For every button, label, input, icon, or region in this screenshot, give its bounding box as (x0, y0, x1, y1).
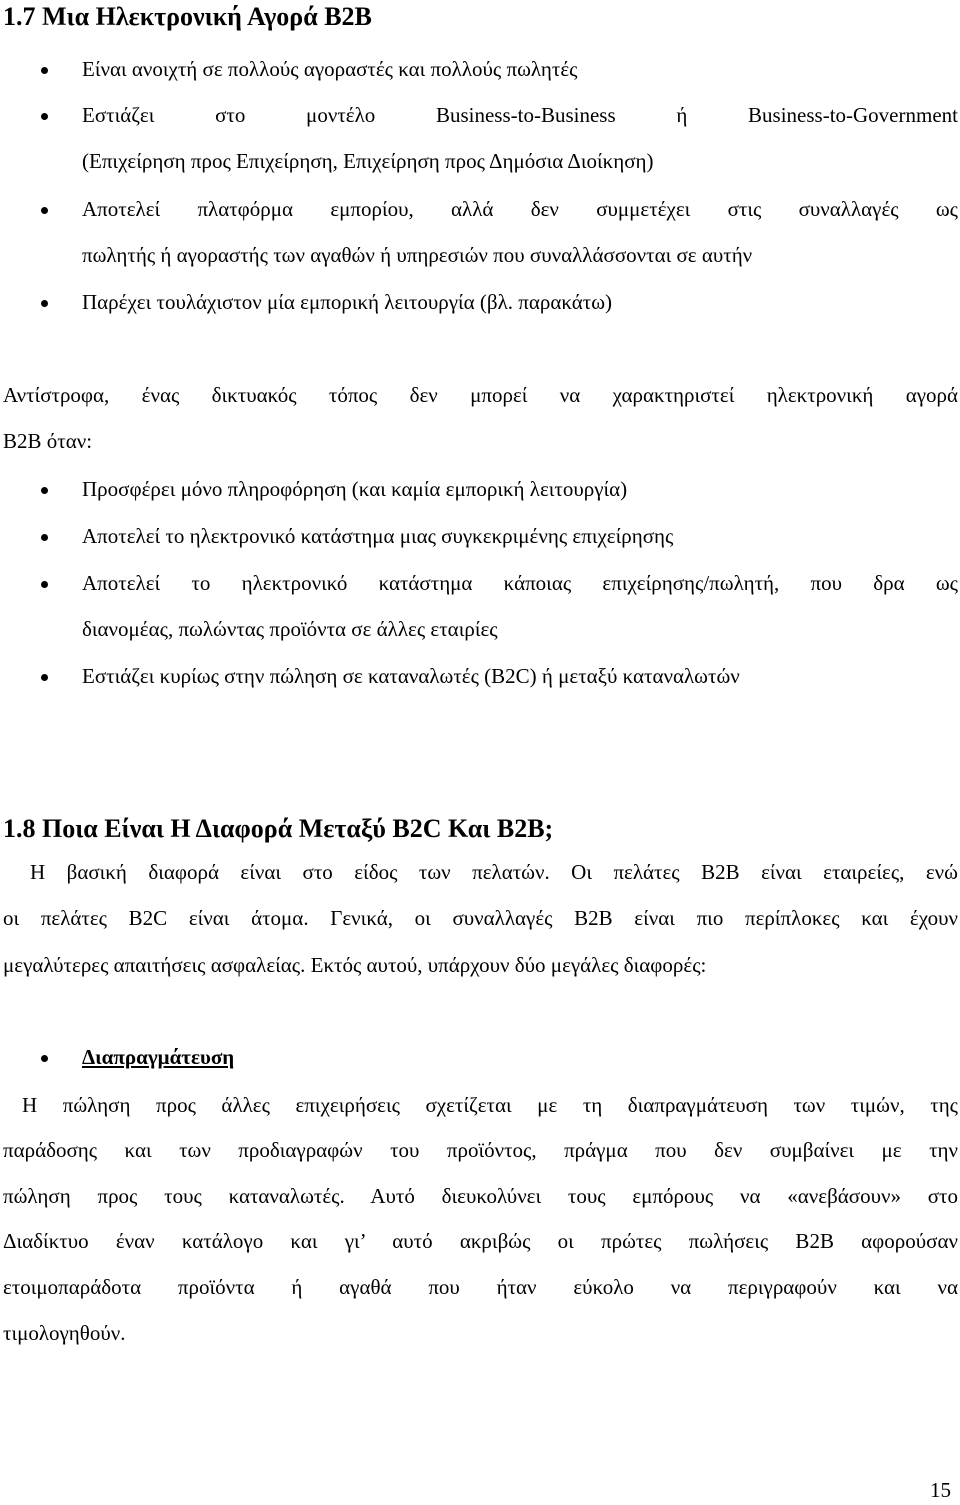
bullet-dot (41, 300, 48, 307)
bullet-dot (41, 487, 48, 494)
section-1-7-title: 1.7 Μια Ηλεκτρονική Αγορά B2B (3, 2, 372, 31)
list-item: Αποτελεί πλατφόρμα εμπορίου, αλλά δεν συμμετέχει στις συναλλαγές ως (82, 197, 958, 221)
list-item: Αποτελεί το ηλεκτρονικό κατάστημα μιας συγκεκριμένης επιχείρησης (82, 524, 674, 548)
list-item-continuation: (Επιχείρηση προς Επιχείρηση, Επιχείρηση προς Δημόσια Διοίκηση) (82, 149, 654, 173)
paragraph-line: Διαδίκτυο έναν κατάλογο και γι’ αυτό ακριβώς οι πρώτες πωλήσεις B2B αφορούσαν (3, 1229, 958, 1253)
paragraph-line: οι πελάτες B2C είναι άτομα. Γενικά, οι συναλλαγές B2B είναι πιο περίπλοκες και έχουν (3, 906, 958, 930)
bullet-dot (41, 534, 48, 541)
bullet-dot (41, 207, 48, 214)
list-item-continuation: πωλητής ή αγοραστής των αγαθών ή υπηρεσιών που συναλλάσσονται σε αυτήν (82, 243, 753, 267)
bullet-dot (41, 581, 48, 588)
list-item-continuation: διανομέας, πωλώντας προϊόντα σε άλλες εταιρίες (82, 617, 498, 641)
paragraph-line: μεγαλύτερες απαιτήσεις ασφαλείας. Εκτός αυτού, υπάρχουν δύο μεγάλες διαφορές: (3, 953, 707, 977)
paragraph-line: ετοιμοπαράδοτα προϊόντα ή αγαθά που ήταν εύκολο να περιγραφούν και να (3, 1275, 958, 1299)
paragraph-line: B2B όταν: (3, 429, 93, 453)
page-number: 15 (930, 1478, 951, 1502)
paragraph-line: Αντίστροφα, ένας δικτυακός τόπος δεν μπορεί να χαρακτηριστεί ηλεκτρονική αγορά (3, 383, 958, 407)
section-1-8-title: 1.8 Ποια Είναι Η Διαφορά Μεταξύ B2C Και B2B; (3, 814, 554, 843)
list-item: Αποτελεί το ηλεκτρονικό κατάστημα κάποιας επιχείρησης/πωλητή, που δρα ως (82, 571, 958, 595)
paragraph-line: τιμολογηθούν. (3, 1321, 126, 1345)
list-item: Προσφέρει μόνο πληροφόρηση (και καμία εμπορική λειτουργία) (82, 477, 628, 501)
bullet-dot (41, 1055, 48, 1062)
list-item: Εστιάζει κυρίως στην πώληση σε καταναλωτές (B2C) ή μεταξύ καταναλωτών (82, 664, 740, 688)
bullet-dot (41, 674, 48, 681)
paragraph-line: Η βασική διαφορά είναι στο είδος των πελατών. Οι πελάτες B2B είναι εταιρείες, ενώ (30, 860, 958, 884)
list-item: Παρέχει τουλάχιστον μία εμπορική λειτουργία (βλ. παρακάτω) (82, 290, 613, 314)
paragraph-line: Η πώληση προς άλλες επιχειρήσεις σχετίζεται με τη διαπραγμάτευση των τιμών, της (22, 1093, 958, 1117)
list-item: Εστιάζει στο μοντέλο Business-to-Business ή Business-to-Government (82, 103, 958, 127)
bullet-dot (41, 67, 48, 74)
paragraph-line: πώληση προς τους καταναλωτές. Αυτό διευκολύνει τους εμπόρους να «ανεβάσουν» στο (3, 1184, 958, 1208)
bullet-dot (41, 113, 48, 120)
subheading-negotiation: Διαπραγμάτευση (82, 1045, 235, 1069)
paragraph-line: παράδοσης και των προδιαγραφών του προϊόντος, πράγμα που δεν συμβαίνει με την (3, 1138, 958, 1162)
list-item: Είναι ανοιχτή σε πολλούς αγοραστές και πολλούς πωλητές (82, 57, 578, 81)
